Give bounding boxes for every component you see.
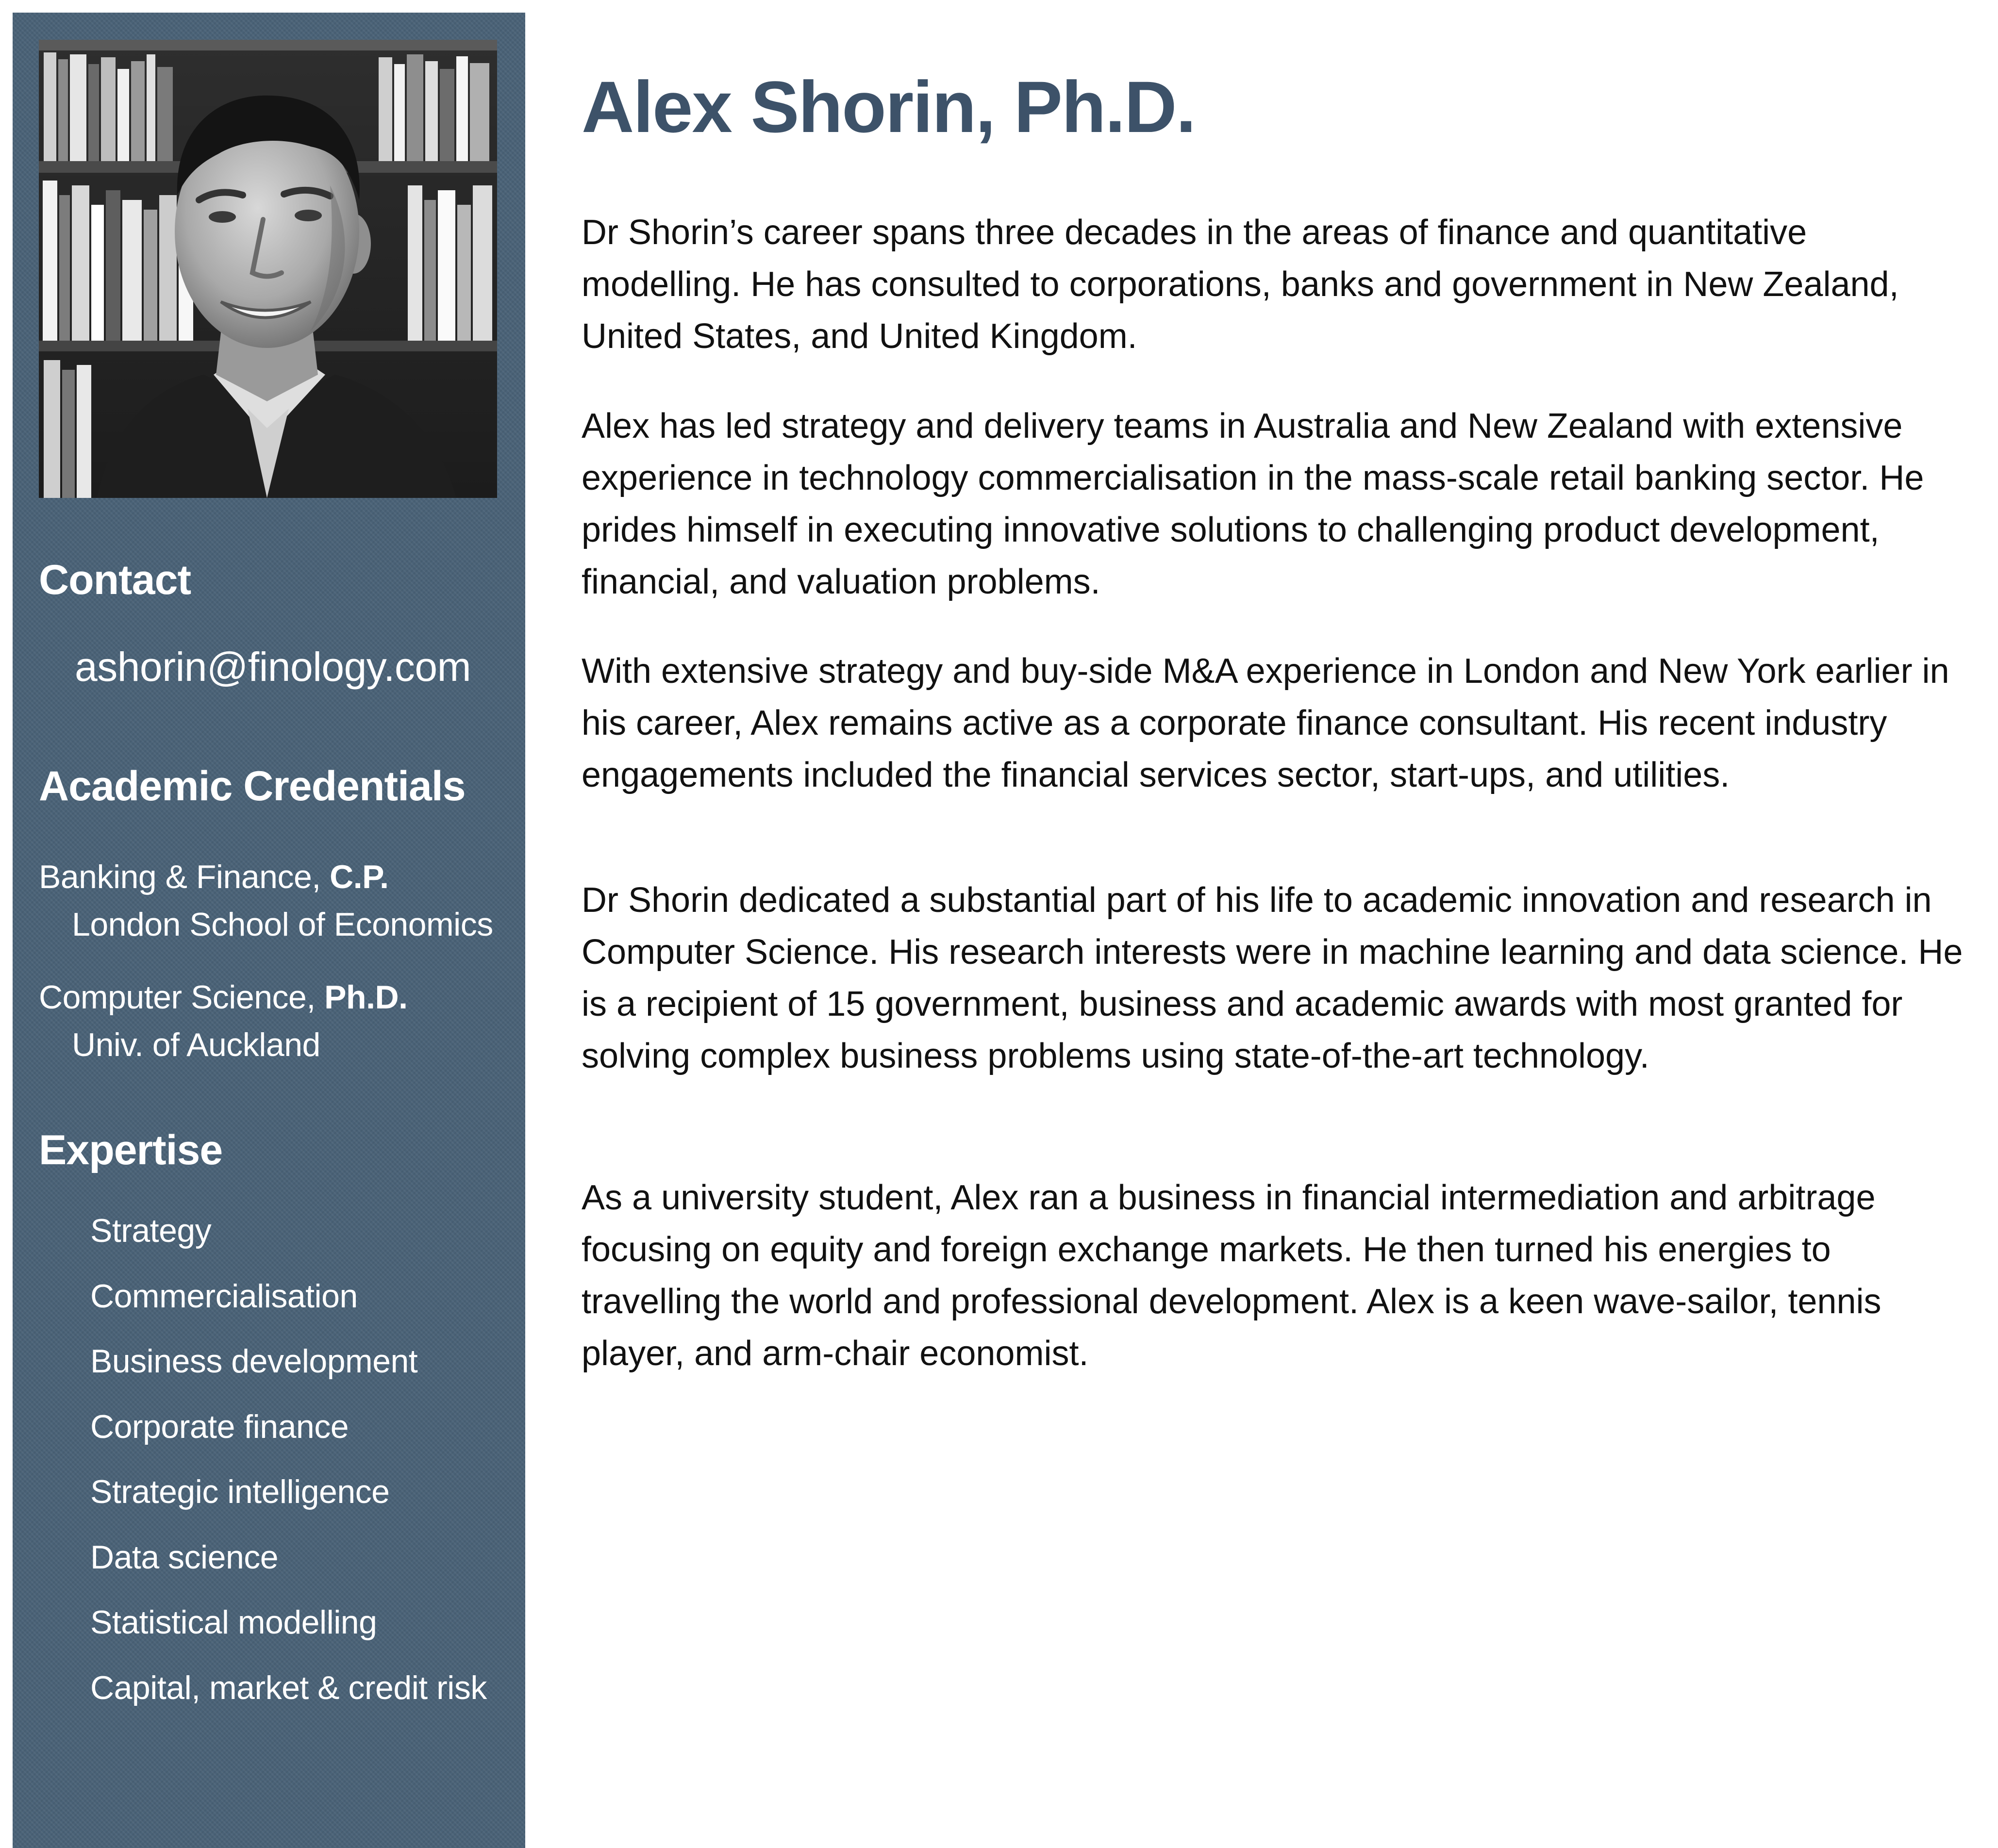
expertise-item: Commercialisation (90, 1277, 358, 1315)
expertise-item: Corporate finance (90, 1408, 349, 1445)
credential-2-degree: Ph.D. (324, 979, 408, 1016)
profile-photo (39, 40, 497, 498)
contact-heading: Contact (39, 557, 191, 603)
credential-1-field: Banking & Finance, (39, 858, 330, 895)
credential-1-institution: London School of Economics (72, 906, 493, 943)
page-title: Alex Shorin, Ph.D. (582, 66, 1196, 148)
credential-1-degree: C.P. (330, 858, 389, 895)
expertise-item: Strategy (90, 1212, 212, 1249)
main-content (582, 63, 1980, 1373)
credential-2-field: Computer Science, (39, 979, 325, 1016)
contact-email-link[interactable]: ashorin@finology.com (75, 644, 471, 690)
expertise-item: Statistical modelling (90, 1604, 377, 1641)
credential-1 (39, 858, 389, 896)
expertise-item: Capital, market & credit risk (90, 1669, 487, 1706)
bio-paragraph-5: As a university student, Alex ran a business in financial intermediation and arbitrage focusing on equity and foreign exchange markets. He then turned his energies to travelling the world and professional development. Alex is a keen wave-sailor, tennis player, and arm-chair economist. (582, 1178, 1881, 1373)
expertise-item: Data science (90, 1538, 279, 1576)
bio-paragraph-1: Dr Shorin’s career spans three decades in the areas of finance and quantitative modelling. He has consulted to corporations, banks and government in New Zealand, United States, and United Kingdom. (582, 213, 1899, 356)
credential-2-institution: Univ. of Auckland (72, 1026, 320, 1063)
expertise-item: Business development (90, 1343, 418, 1380)
bio-paragraph-3: With extensive strategy and buy-side M&A experience in London and New York earlier in his career, Alex remains active as a corporate finance consultant. His recent industry engagements included the financial services sector, start-ups, and utilities. (582, 652, 1949, 794)
bio-paragraph-4: Dr Shorin dedicated a substantial part of his life to academic innovation and research in Computer Science. His research interests were in machine learning and data science. He is a recipient of 15 government, business and academic awards with most granted for solving complex business problems using state-of-the-art technology. (582, 881, 1963, 1075)
bio-paragraph-2: Alex has led strategy and delivery teams in Australia and New Zealand with extensive experience in technology commercialisation in the mass-scale retail banking sector. He prides himself in executing innovative solutions to challenging product development, financial, and valuation problems. (582, 407, 1924, 601)
credential-2 (39, 978, 407, 1016)
expertise-heading: Expertise (39, 1127, 223, 1173)
expertise-list (90, 1211, 487, 1733)
expertise-item: Strategic intelligence (90, 1473, 390, 1510)
academic-credentials-heading: Academic Credentials (39, 763, 466, 809)
sidebar (13, 13, 525, 1848)
